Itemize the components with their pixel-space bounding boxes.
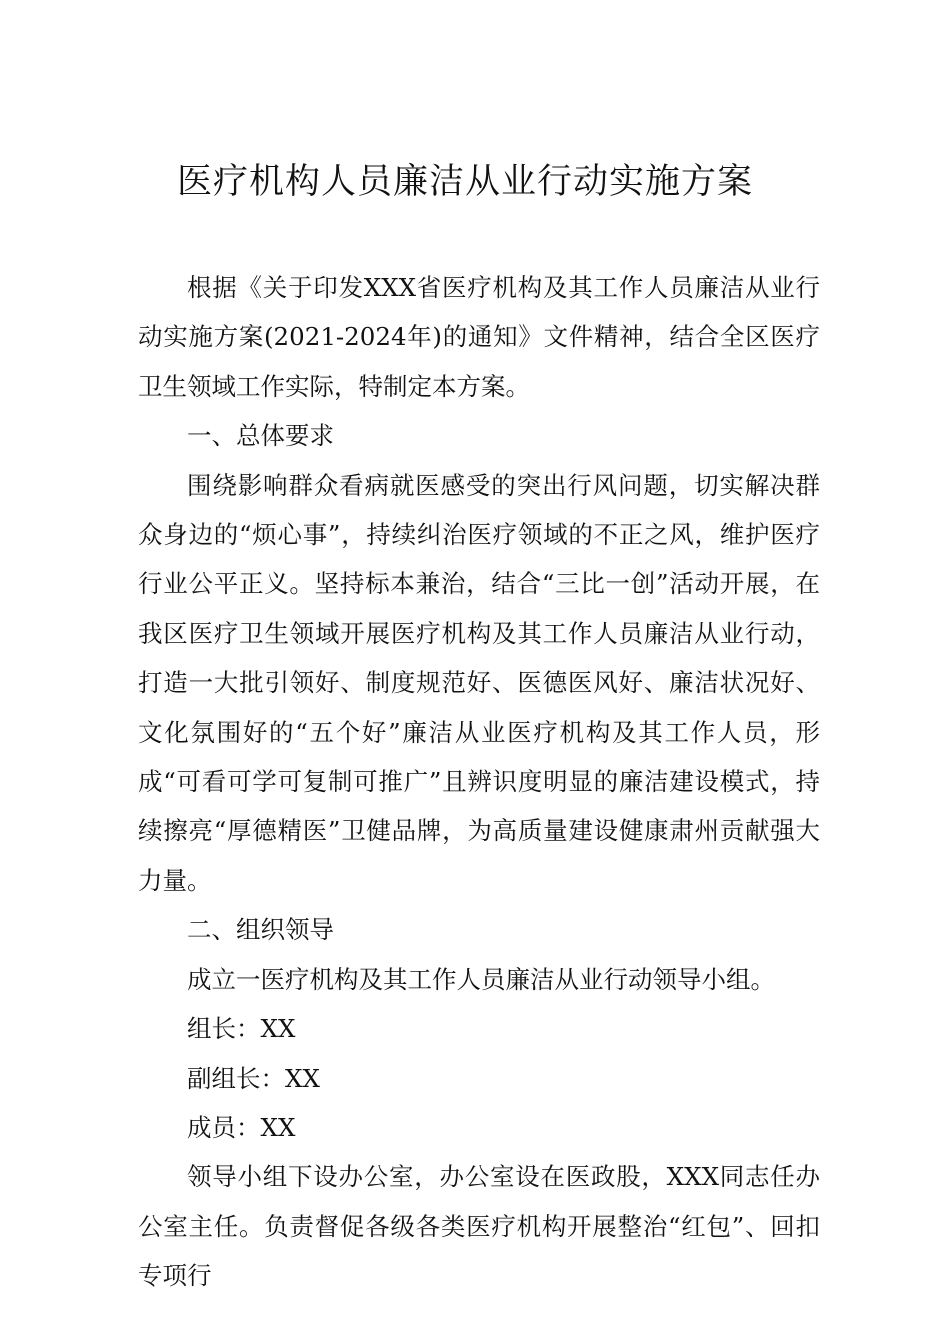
- leading-group-paragraph: 成立一医疗机构及其工作人员廉洁从业行动领导小组。: [187, 964, 775, 994]
- members-line: 成员：XX: [187, 1112, 296, 1142]
- deputy-leader-line: 副组长：XX: [187, 1063, 320, 1093]
- document-body: [138, 263, 820, 1301]
- general-requirements-paragraph: 围绕影响群众看病就医感受的突出行风问题，切实解决群众身边的“烦心事”，持续纠治医疗领域的不正之风，维护医疗行业公平正义。坚持标本兼治，结合“三比一创”活动开展，在我区医疗卫生领域开展医疗机构及其工作人员廉洁从业行动，打造一大批引领好、制度规范好、医德医风好、廉洁状况好、文化氛围好的“五个好”廉洁从业医疗机构及其工作人员，形成“可看可学可复制可推广”且辨识度明显的廉洁建设模式，持续擦亮“厚德精医”卫健品牌，为高质量建设健康肃州贡献强大力量。: [138, 470, 820, 895]
- intro-paragraph: 根据《关于印发XXX省医疗机构及其工作人员廉洁从业行动实施方案(2021-2024年)的通知》文件精神，结合全区医疗卫生领域工作实际，特制定本方案。: [138, 273, 820, 401]
- group-leader-line: 组长：XX: [187, 1014, 296, 1044]
- document-title: 医疗机构人员廉洁从业行动实施方案: [176, 162, 753, 202]
- office-paragraph: 领导小组下设办公室，办公室设在医政股，XXX同志任办公室主任。负责督促各级各类医疗机构开展整治“红包”、回扣专项行: [138, 1162, 820, 1291]
- section-heading-organization: 二、组织领导: [187, 915, 334, 945]
- section-heading-general-requirements: 一、总体要求: [187, 421, 334, 451]
